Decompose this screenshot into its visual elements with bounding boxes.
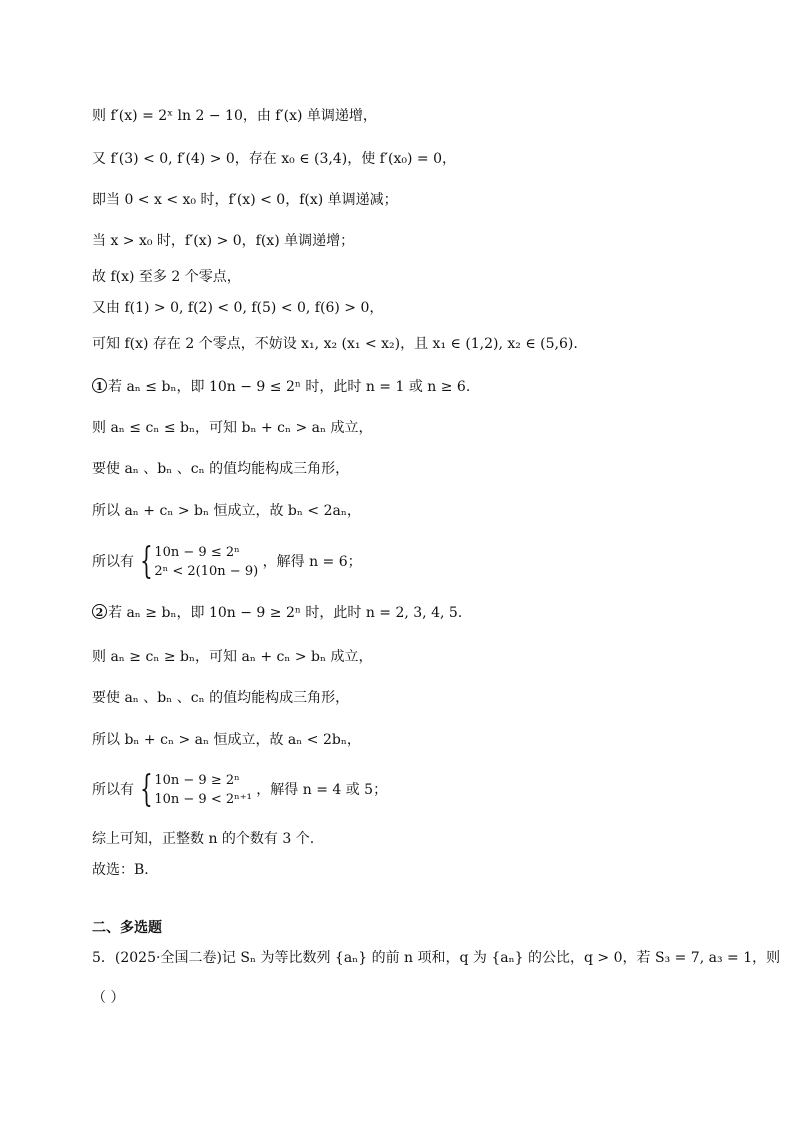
text-line: 故 f(x) 至多 2 个零点， [92, 269, 241, 285]
system-row: 10n − 9 ≥ 2ⁿ [154, 773, 240, 788]
answer-blank: （ ） [92, 990, 125, 1006]
text-line: 即当 0 < x < x₀ 时，f′(x) < 0，f(x) 单调递减； [92, 192, 398, 208]
text-line: 又由 f(1) > 0, f(2) < 0, f(5) < 0, f(6) > 0， [92, 300, 384, 316]
case-one-text: 若 aₙ ≤ bₙ，即 10n − 9 ≤ 2ⁿ 时，此时 n = 1 或 n ≥ 6. [108, 379, 471, 395]
conclusion-line: 综上可知，正整数 n 的个数有 3 个. [92, 831, 315, 847]
case-two-text: 若 aₙ ≥ bₙ，即 10n − 9 ≥ 2ⁿ 时，此时 n = 2, 3, 4, 5. [108, 605, 463, 621]
inequality-system [138, 542, 258, 582]
system-prefix: 所以有 [92, 554, 134, 570]
circled-number-marker: 1 [92, 378, 107, 393]
circled-number-marker: 2 [92, 604, 107, 619]
section-heading: 二、多选题 [92, 920, 162, 936]
text-line: 则 aₙ ≥ cₙ ≥ bₙ，可知 aₙ + cₙ > bₙ 成立， [92, 649, 373, 665]
brace-icon: { [140, 769, 154, 810]
text-line: 可知 f(x) 存在 2 个零点，不妨设 x₁, x₂ (x₁ < x₂)，且 x₁ ∈ (1,2), x₂ ∈ (5,6). [92, 336, 578, 352]
case-one-line [92, 377, 470, 397]
system-row: 10n − 9 ≤ 2ⁿ [154, 545, 240, 560]
text-line: 则 f′(x) = 2ˣ ln 2 − 10，由 f′(x) 单调递增， [92, 108, 377, 124]
text-line: 当 x > x₀ 时，f′(x) > 0，f(x) 单调递增； [92, 233, 355, 249]
system-suffix: ，解得 n = 4 或 5； [256, 782, 388, 798]
text-line: 又 f′(3) < 0, f′(4) > 0，存在 x₀ ∈ (3,4)，使 f′(x₀) = 0， [92, 151, 456, 167]
case-two-line [92, 603, 462, 623]
text-line: 所以 aₙ + cₙ > bₙ 恒成立，故 bₙ < 2aₙ， [92, 503, 361, 519]
system-row: 10n − 9 < 2ⁿ⁺¹ [154, 792, 252, 807]
system-prefix: 所以有 [92, 782, 134, 798]
system-row: 2ⁿ < 2(10n − 9) [154, 564, 259, 579]
system-suffix: ，解得 n = 6； [262, 554, 362, 570]
question-text: 5．(2025·全国二卷)记 Sₙ 为等比数列 {aₙ} 的前 n 项和，q 为 {aₙ} 的公比，q > 0，若 S₃ = 7, a₃ = 1，则 [92, 950, 781, 966]
system-line-one [92, 542, 362, 582]
text-line: 所以 bₙ + cₙ > aₙ 恒成立，故 aₙ < 2bₙ， [92, 732, 361, 748]
answer-line: 故选：B. [92, 862, 149, 878]
text-line: 要使 aₙ 、bₙ 、cₙ 的值均能构成三角形， [92, 690, 350, 706]
text-line: 要使 aₙ 、bₙ 、cₙ 的值均能构成三角形， [92, 461, 350, 477]
brace-icon: { [140, 541, 154, 582]
inequality-system [138, 770, 251, 810]
text-line: 则 aₙ ≤ cₙ ≤ bₙ，可知 bₙ + cₙ > aₙ 成立， [92, 420, 373, 436]
system-line-two [92, 770, 387, 810]
